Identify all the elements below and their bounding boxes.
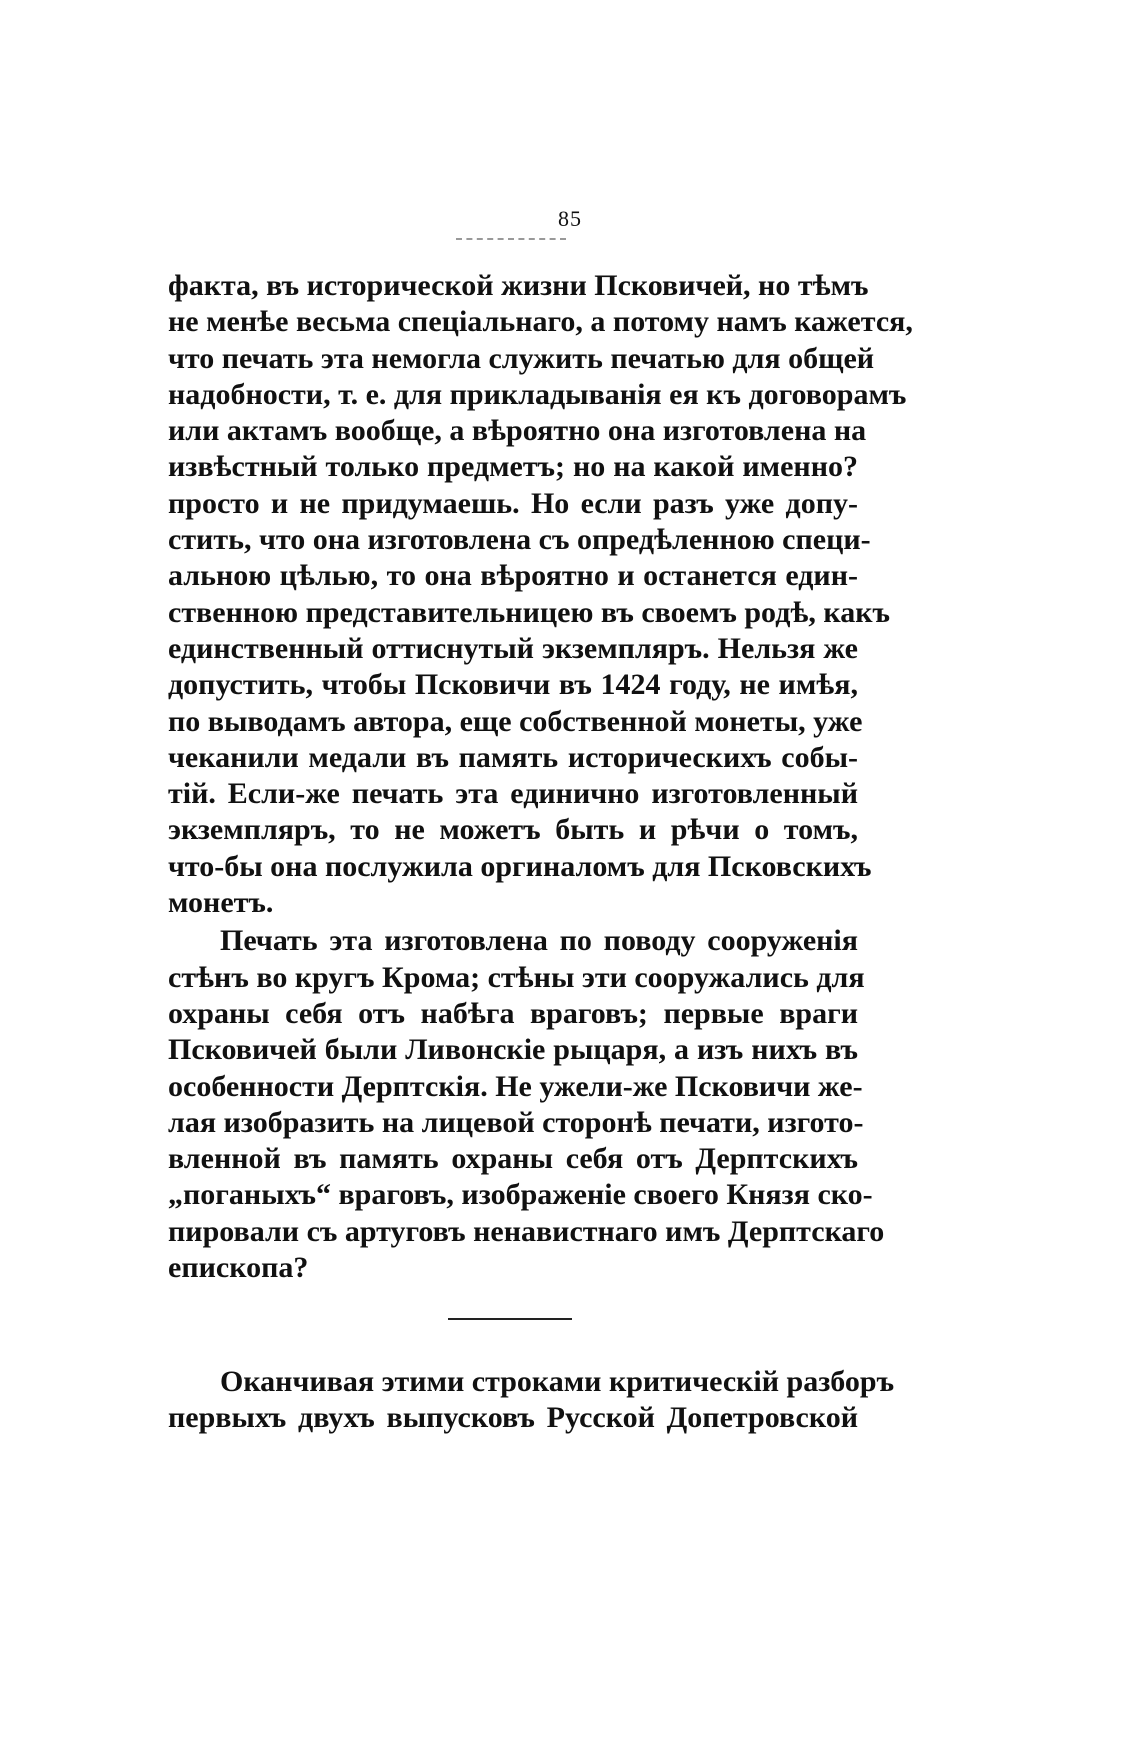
text-line: стить, что она изготовлена съ опредѣленною специ- xyxy=(168,523,871,557)
text-line: ственною представительницею въ своемъ родѣ, какъ xyxy=(168,595,890,629)
paragraph-1 xyxy=(168,268,913,921)
body-text xyxy=(168,268,913,1286)
text-line: что-бы она послужила оргиналомъ для Псковскихъ xyxy=(168,849,872,883)
text-line: Псковичей были Ливонскіе рыцаря, а изъ нихъ въ xyxy=(168,1033,858,1067)
text-line: экземпляръ, то не можетъ быть и рѣчи о томъ, xyxy=(168,813,858,847)
text-line: тій. Если-же печать эта единично изготовленный xyxy=(168,777,858,811)
text-line: не менѣе весьма спеціальнаго, а потому намъ кажется, xyxy=(168,305,913,339)
text-line: или актамъ вообще, а вѣроятно она изготовлена на xyxy=(168,414,867,448)
text-line: охраны себя отъ набѣга враговъ; первые враги xyxy=(168,996,858,1030)
text-line: альною цѣлью, то она вѣроятно и останется един- xyxy=(168,559,858,593)
paragraph-3 xyxy=(168,1364,895,1437)
page-number-rule xyxy=(456,238,566,240)
text-line: извѣстный только предметъ; но на какой именно? xyxy=(168,450,858,484)
text-line: Оканчивая этими строками критическій разборъ xyxy=(220,1365,895,1398)
text-line: епископа? xyxy=(168,1251,309,1285)
text-line: особенности Дерптскія. Не ужели-же Псковичи же- xyxy=(168,1069,863,1103)
text-line: надобности, т. е. для прикладыванія ея къ договорамъ xyxy=(168,377,907,411)
page-number: 85 xyxy=(558,206,582,231)
text-line: чеканили медали въ память историческихъ собы- xyxy=(168,740,858,774)
text-line: единственный оттиснутый экземпляръ. Нельзя же xyxy=(168,631,858,665)
text-line: первыхъ двухъ выпусковъ Русской Допетровской xyxy=(168,1401,858,1435)
text-line: что печать эта немогла служить печатью для общей xyxy=(168,341,875,375)
text-line: стѣнъ во кругъ Крома; стѣны эти сооружались для xyxy=(168,960,865,994)
text-line: вленной въ память охраны себя отъ Дерптскихъ xyxy=(168,1142,858,1176)
paragraph-2 xyxy=(168,923,885,1286)
text-line: факта, въ исторической жизни Псковичей, но тѣмъ xyxy=(168,269,869,302)
text-line: лая изобразить на лицевой сторонѣ печати, изгото- xyxy=(168,1105,864,1139)
closing-text xyxy=(168,1364,895,1437)
text-line: просто и не придумаешь. Но если разъ уже допу- xyxy=(168,486,858,520)
text-line: „поганыхъ“ враговъ, изображеніе своего Князя ско- xyxy=(168,1178,873,1212)
text-line: по выводамъ автора, еще собственной монеты, уже xyxy=(168,704,863,738)
section-separator xyxy=(448,1318,572,1320)
text-line: допустить, чтобы Псковичи въ 1424 году, не имѣя, xyxy=(168,668,858,702)
text-line: монетъ. xyxy=(168,886,274,920)
text-line: пировали съ артуговъ ненавистнаго имъ Дерптскаго xyxy=(168,1214,885,1248)
text-line: Печать эта изготовлена по поводу сооруженія xyxy=(220,924,858,958)
